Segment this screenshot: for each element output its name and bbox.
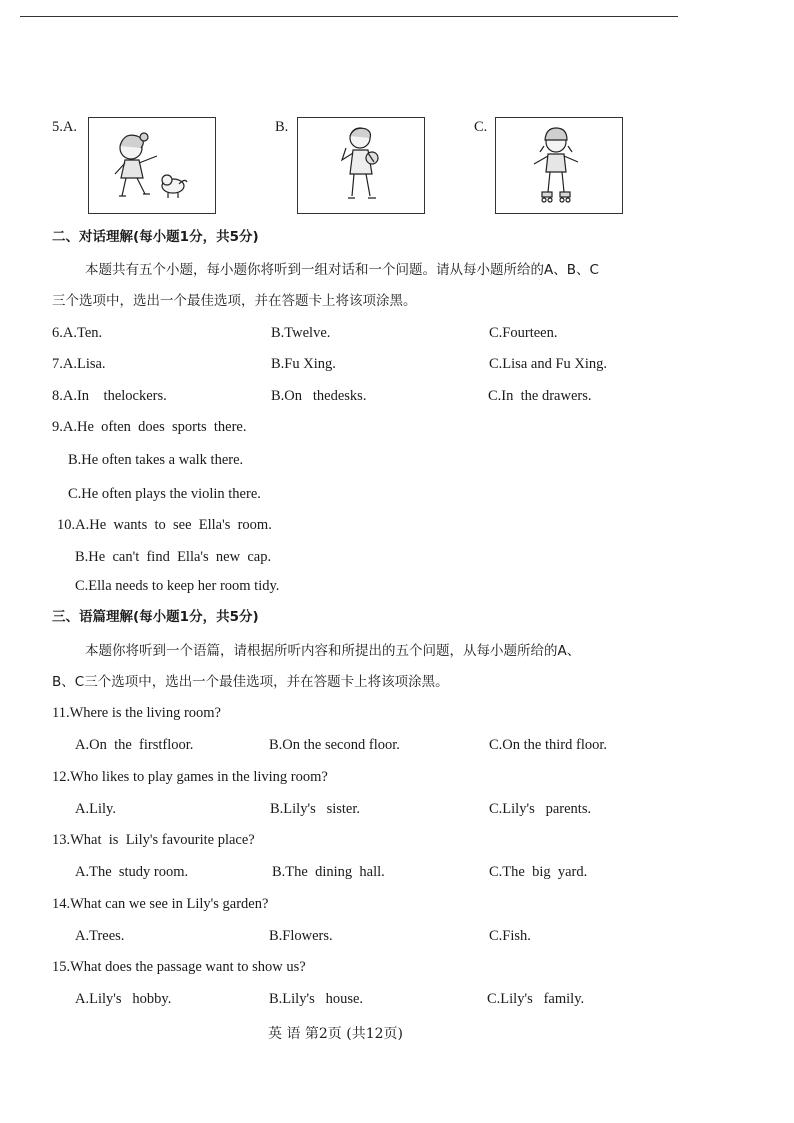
q10-option-b[interactable]: B.He can't find Ella's new cap. (75, 549, 272, 565)
q9-option-c[interactable]: C.He often plays the violin there. (68, 486, 261, 502)
q9-option-a[interactable]: 9.A.He often does sports there. (52, 419, 247, 435)
q11-option-b[interactable]: B.On the second floor. (269, 737, 400, 753)
q5-picture-a[interactable] (88, 117, 216, 214)
q13-question: 13.What is Lily's favourite place? (52, 832, 255, 848)
q5-label-a: 5.A. (52, 119, 77, 135)
q15-option-c[interactable]: C.Lily's family. (487, 991, 585, 1007)
q7-option-b[interactable]: B.Fu Xing. (271, 356, 336, 372)
q14-option-a[interactable]: A.Trees. (75, 928, 125, 944)
q11-question: 11.Where is the living room? (52, 705, 221, 721)
q9-option-b[interactable]: B.He often takes a walk there. (68, 452, 244, 468)
q7-option-c[interactable]: C.Lisa and Fu Xing. (489, 356, 608, 372)
q15-option-b[interactable]: B.Lily's house. (269, 991, 364, 1007)
q5-label-c: C. (474, 119, 488, 135)
section3-instruction-line1: 本题你将听到一个语篇，请根据所听内容和所提出的五个问题，从每小题所给的A、 (85, 643, 581, 659)
q15-question: 15.What does the passage want to show us? (52, 959, 306, 975)
q13-option-a[interactable]: A.The study room. (75, 864, 189, 880)
q12-option-b[interactable]: B.Lily's sister. (270, 801, 361, 817)
q11-option-a[interactable]: A.On the firstfloor. (75, 737, 194, 753)
girl-skating-illustration (496, 118, 622, 213)
q8-option-a[interactable]: 8.A.In thelockers. (52, 388, 167, 404)
q13-option-c[interactable]: C.The big yard. (489, 864, 588, 880)
page-footer: 英 语 第2页 (共12页) (268, 1026, 403, 1042)
q6-option-c[interactable]: C.Fourteen. (489, 325, 558, 341)
q12-option-c[interactable]: C.Lily's parents. (489, 801, 592, 817)
q14-option-b[interactable]: B.Flowers. (269, 928, 333, 944)
section2-instruction-line1: 本题共有五个小题，每小题你将听到一组对话和一个问题。请从每小题所给的A、B、C (85, 262, 599, 278)
q11-option-c[interactable]: C.On the third floor. (489, 737, 608, 753)
q10-option-a[interactable]: 10.A.He wants to see Ella's room. (57, 517, 272, 533)
q14-option-c[interactable]: C.Fish. (489, 928, 531, 944)
top-rule (20, 16, 678, 17)
q8-option-c[interactable]: C.In the drawers. (488, 388, 592, 404)
section2-heading: 二、对话理解(每小题1分，共5分) (52, 229, 259, 245)
section2-instruction-line2: 三个选项中，选出一个最佳选项，并在答题卡上将该项涂黑。 (52, 293, 417, 309)
q8-option-b[interactable]: B.On thedesks. (271, 388, 367, 404)
q6-option-a[interactable]: 6.A.Ten. (52, 325, 103, 341)
q12-question: 12.Who likes to play games in the living room? (52, 769, 328, 785)
q5-picture-c[interactable] (495, 117, 623, 214)
q13-option-b[interactable]: B.The dining hall. (272, 864, 385, 880)
q5-label-b: B. (275, 119, 289, 135)
q5-picture-b[interactable] (297, 117, 425, 214)
girl-playing-ball-illustration (298, 118, 424, 213)
section3-instruction-line2: B、C三个选项中，选出一个最佳选项，并在答题卡上将该项涂黑。 (52, 674, 449, 690)
q15-option-a[interactable]: A.Lily's hobby. (75, 991, 172, 1007)
q6-option-b[interactable]: B.Twelve. (271, 325, 331, 341)
q14-question: 14.What can we see in Lily's garden? (52, 896, 269, 912)
girl-walking-dog-illustration (89, 118, 215, 213)
q10-option-c[interactable]: C.Ella needs to keep her room tidy. (75, 578, 280, 594)
q12-option-a[interactable]: A.Lily. (75, 801, 116, 817)
section3-heading: 三、语篇理解(每小题1分，共5分) (52, 609, 259, 625)
q7-option-a[interactable]: 7.A.Lisa. (52, 356, 106, 372)
